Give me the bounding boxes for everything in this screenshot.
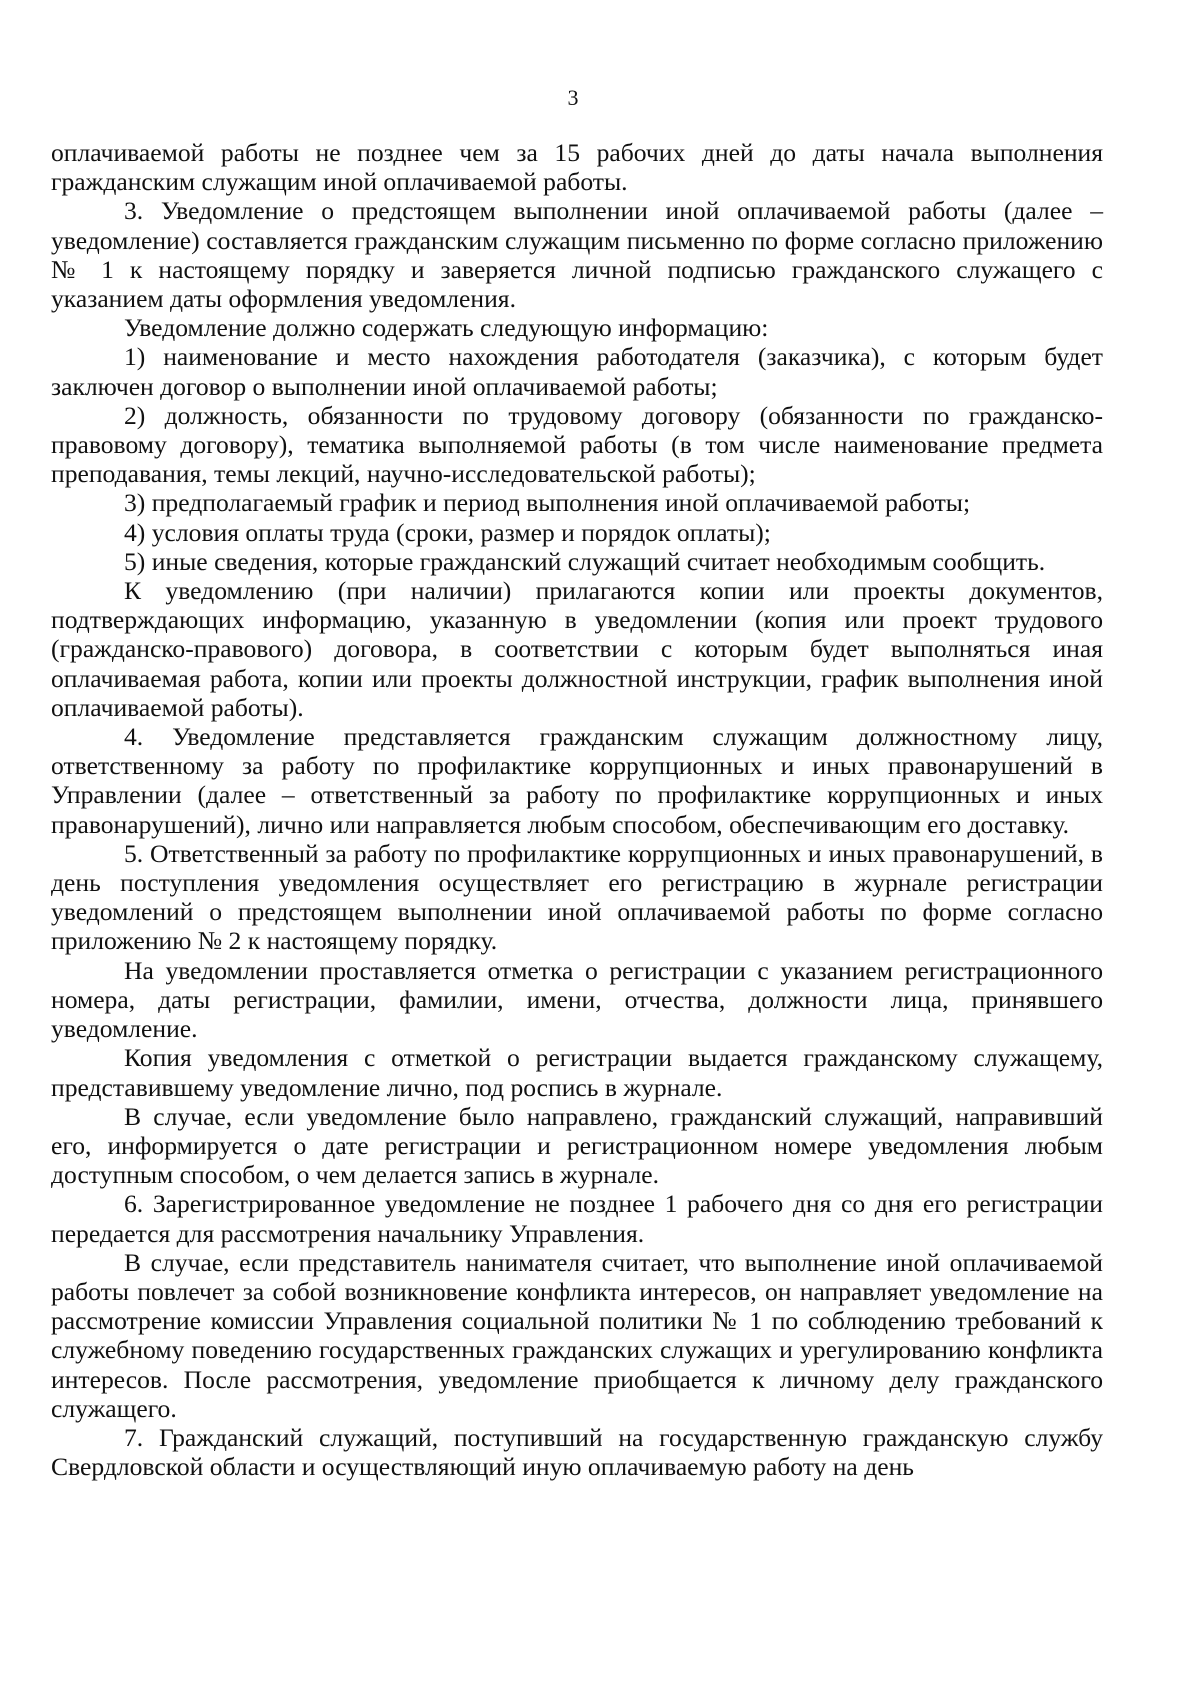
list-item-3: 3) предполагаемый график и период выполнения иной оплачиваемой работы; (124, 488, 971, 518)
paragraph-item-5: 5. Ответственный за работу по профилактике коррупционных и иных правонарушений, в день поступления уведомления осуществляет его регистрацию в журнале регистрации уведомлений о предстоящем выполнении иной оплачиваемой работы по форме согласно приложению № 2 к настоящему порядку. (51, 838, 1103, 956)
paragraph-conflict-of-interest: В случае, если представитель нанимателя считает, что выполнение иной оплачиваемой работы повлечет за собой возникновение конфликта интересов, он направляет уведомление на рассмотрение комиссии Управления социальной политики № 1 по соблюдению требований к служебному поведению государственных гражданских служащих и урегулированию конфликта интересов. После рассмотрения, уведомление приобщается к личному делу гражданского служащего. (51, 1247, 1103, 1423)
paragraph-item-6: 6. Зарегистрированное уведомление не позднее 1 рабочего дня со дня его регистрации передается для рассмотрения начальнику Управления. (51, 1189, 1103, 1248)
list-item-2: 2) должность, обязанности по трудовому договору (обязанности по гражданско-правовому договору), тематика выполняемой работы (в том числе наименование предмета преподавания, темы лекций, научно-исследовательской работы); (51, 400, 1103, 489)
paragraph-content-intro: Уведомление должно содержать следующую информацию: (124, 313, 769, 343)
paragraph-item-4: 4. Уведомление представляется гражданским служащим должностному лицу, ответственному за работу по профилактике коррупционных и иных правонарушений в Управлении (далее – ответственный за работу по профилактике коррупционных и иных правонарушений), лично или направляется любым способом, обеспечивающим его доставку. (51, 722, 1103, 839)
list-item-4: 4) условия оплаты труда (сроки, размер и порядок оплаты); (124, 517, 771, 547)
paragraph-attachments: К уведомлению (при наличии) прилагаются копии или проекты документов, подтверждающих информацию, указанную в уведомлении (копия или проект трудового (гражданско-правового) договора, в соответствии с которым будет выполняться иная оплачиваемая работа, копии или проекты должностной инструкции, график выполнения иной оплачиваемой работы). (51, 576, 1103, 722)
list-item-1: 1) наименование и место нахождения работодателя (заказчика), с которым будет заключен договор о выполнении иной оплачиваемой работы; (51, 342, 1103, 401)
paragraph-sent-notice: В случае, если уведомление было направлено, гражданский служащий, направивший его, информируется о дате регистрации и регистрационном номере уведомления любым доступным способом, о чем делается запись в журнале. (51, 1101, 1103, 1190)
paragraph-copy-issue: Копия уведомления с отметкой о регистрации выдается гражданскому служащему, представившему уведомление лично, под роспись в журнале. (51, 1043, 1103, 1102)
document-body (51, 138, 1103, 1481)
paragraph-registration-mark: На уведомлении проставляется отметка о регистрации с указанием регистрационного номера, даты регистрации, фамилии, имени, отчества, должности лица, принявшего уведомление. (51, 955, 1103, 1044)
paragraph-continuation: оплачиваемой работы не позднее чем за 15 рабочих дней до даты начала выполнения гражданским служащим иной оплачиваемой работы. (51, 138, 1103, 197)
paragraph-item-3: 3. Уведомление о предстоящем выполнении иной оплачиваемой работы (далее – уведомление) составляется гражданским служащим письменно по форме согласно приложению № 1 к настоящему порядку и заверяется личной подписью гражданского служащего с указанием даты оформления уведомления. (51, 196, 1103, 314)
page-number: 3 (567, 85, 579, 110)
paragraph-item-7: 7. Гражданский служащий, поступивший на государственную гражданскую службу Свердловской области и осуществляющий иную оплачиваемую работу на день (51, 1422, 1103, 1482)
list-item-5: 5) иные сведения, которые гражданский служащий считает необходимым сообщить. (124, 546, 1046, 576)
